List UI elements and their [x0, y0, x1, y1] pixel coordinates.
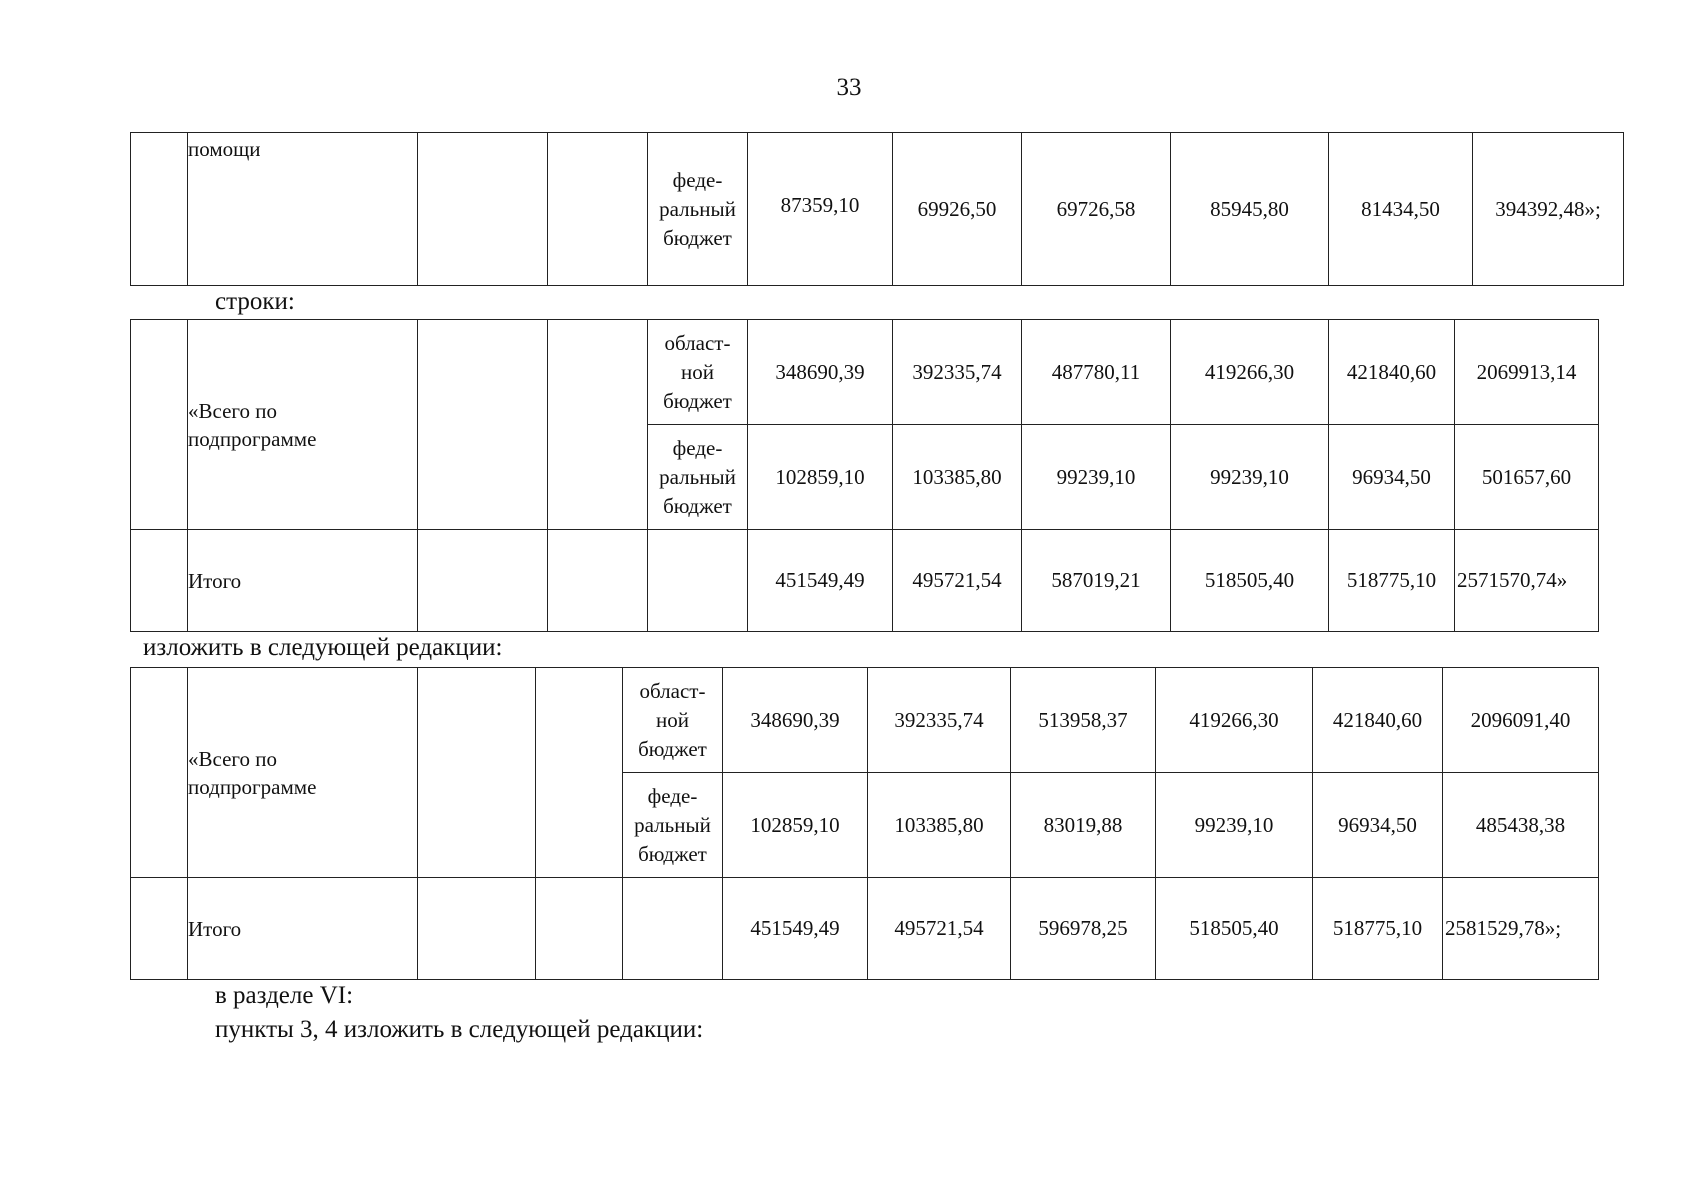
- value-cell: 102859,10: [748, 425, 893, 530]
- empty-cell: [548, 320, 648, 530]
- value-cell: 99239,10: [1022, 425, 1171, 530]
- value-cell: 421840,60: [1313, 668, 1443, 773]
- value-cell: 103385,80: [868, 773, 1011, 878]
- empty-cell: [131, 133, 188, 286]
- value-cell: 495721,54: [868, 878, 1011, 980]
- value-cell: 513958,37: [1011, 668, 1156, 773]
- value-cell: 96934,50: [1313, 773, 1443, 878]
- budget-source: област- ной бюджет: [648, 320, 748, 425]
- value-cell: 518775,10: [1313, 878, 1443, 980]
- value-cell: 348690,39: [748, 320, 893, 425]
- table-row: [131, 668, 1599, 773]
- table-new-totals: [130, 667, 1599, 980]
- value-cell: 2581529,78»;: [1443, 878, 1599, 980]
- empty-cell: [536, 668, 623, 878]
- value-cell: 392335,74: [868, 668, 1011, 773]
- value-cell: 87359,10: [748, 133, 893, 286]
- empty-cell: [648, 530, 748, 632]
- value-cell: 419266,30: [1156, 668, 1313, 773]
- empty-cell: [536, 878, 623, 980]
- empty-cell: [623, 878, 723, 980]
- value-cell: 2096091,40: [1443, 668, 1599, 773]
- empty-cell: [418, 878, 536, 980]
- value-cell: 485438,38: [1443, 773, 1599, 878]
- value-cell: 348690,39: [723, 668, 868, 773]
- value-cell: 596978,25: [1011, 878, 1156, 980]
- value-cell: 392335,74: [893, 320, 1022, 425]
- value-cell: 419266,30: [1171, 320, 1329, 425]
- empty-cell: [418, 320, 548, 530]
- value-cell: 83019,88: [1011, 773, 1156, 878]
- value-cell: 99239,10: [1156, 773, 1313, 878]
- value-cell: 99239,10: [1171, 425, 1329, 530]
- value-cell: 451549,49: [748, 530, 893, 632]
- empty-cell: [548, 133, 648, 286]
- value-cell: 2571570,74»: [1455, 530, 1599, 632]
- value-cell: 2069913,14: [1455, 320, 1599, 425]
- budget-source: област- ной бюджет: [623, 668, 723, 773]
- value-cell: 69926,50: [893, 133, 1022, 286]
- budget-source: феде- ральный бюджет: [648, 425, 748, 530]
- section-line: в разделе VI:: [215, 982, 354, 1009]
- value-cell: 102859,10: [723, 773, 868, 878]
- total-label: Итого: [188, 878, 418, 980]
- empty-cell: [418, 668, 536, 878]
- label-new-edition: изложить в следующей редакции:: [143, 634, 503, 661]
- value-cell: 518775,10: [1329, 530, 1455, 632]
- empty-cell: [418, 530, 548, 632]
- empty-cell: [131, 320, 188, 530]
- value-cell: 518505,40: [1171, 530, 1329, 632]
- group-name: «Всего по подпрограмме: [188, 320, 418, 530]
- value-cell: 451549,49: [723, 878, 868, 980]
- value-cell: 495721,54: [893, 530, 1022, 632]
- empty-cell: [548, 530, 648, 632]
- value-cell: 81434,50: [1329, 133, 1473, 286]
- value-cell: 103385,80: [893, 425, 1022, 530]
- empty-cell: [418, 133, 548, 286]
- empty-cell: [131, 530, 188, 632]
- points-line: пункты 3, 4 изложить в следующей редакции:: [215, 1016, 704, 1043]
- table-row-total: [131, 878, 1599, 980]
- empty-cell: [131, 878, 188, 980]
- value-cell: 69726,58: [1022, 133, 1171, 286]
- label-strings: строки:: [215, 288, 295, 315]
- value-cell: 487780,11: [1022, 320, 1171, 425]
- empty-cell: [131, 668, 188, 878]
- table-old-totals: [130, 319, 1599, 632]
- value-cell: 85945,80: [1171, 133, 1329, 286]
- table-federal-aid: [130, 132, 1624, 286]
- total-label: Итого: [188, 530, 418, 632]
- value-cell: 394392,48»;: [1473, 133, 1624, 286]
- value-cell: 518505,40: [1156, 878, 1313, 980]
- table-row: [131, 320, 1599, 425]
- value-cell: 501657,60: [1455, 425, 1599, 530]
- value-cell: 96934,50: [1329, 425, 1455, 530]
- group-name: «Всего по подпрограмме: [188, 668, 418, 878]
- table-row-total: [131, 530, 1599, 632]
- page-number: 33: [836, 74, 862, 101]
- budget-source: феде- ральный бюджет: [623, 773, 723, 878]
- budget-source: феде- ральный бюджет: [648, 133, 748, 286]
- row-name: помощи: [188, 133, 418, 286]
- table-row: [131, 133, 1624, 286]
- value-cell: 421840,60: [1329, 320, 1455, 425]
- value-cell: 587019,21: [1022, 530, 1171, 632]
